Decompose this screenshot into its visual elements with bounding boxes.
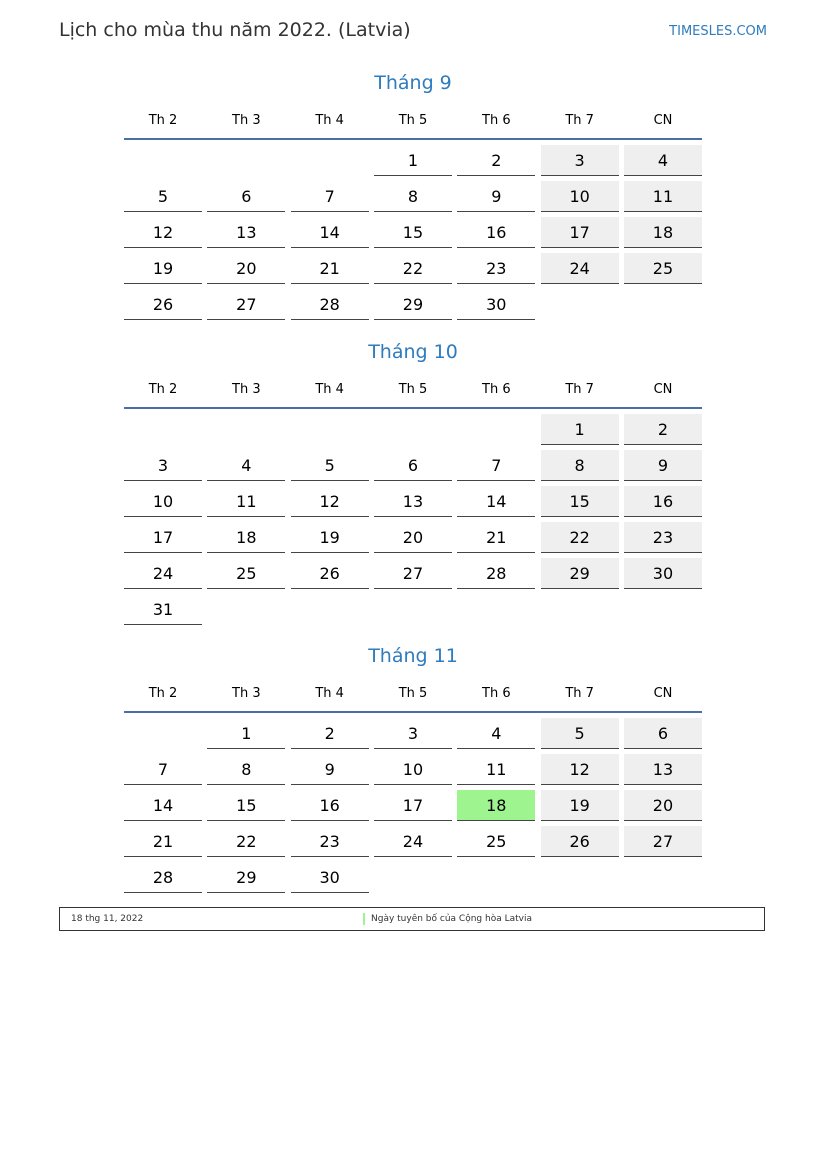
day-cell[interactable]: 8 xyxy=(541,450,619,481)
weekday-label: Th 7 xyxy=(565,112,594,128)
weekday-label: Th 3 xyxy=(232,685,261,701)
day-cell[interactable]: 29 xyxy=(374,289,452,320)
weekday-label: Th 2 xyxy=(148,381,178,397)
day-cell[interactable]: 15 xyxy=(207,790,285,821)
day-cell[interactable]: 26 xyxy=(124,289,202,320)
day-cell[interactable]: 13 xyxy=(624,754,702,785)
day-cell[interactable]: 19 xyxy=(291,522,369,553)
site-link[interactable]: TIMESLES.COM xyxy=(669,24,767,39)
day-cell[interactable]: 22 xyxy=(374,253,452,284)
month-november xyxy=(124,643,702,893)
day-cell[interactable]: 10 xyxy=(124,486,202,517)
header-divider xyxy=(124,407,702,409)
legend-color-marker xyxy=(363,913,365,925)
month-title: Tháng 11 xyxy=(368,645,458,667)
day-cell[interactable]: 14 xyxy=(457,486,535,517)
weekday-label: Th 3 xyxy=(232,112,261,128)
day-cell[interactable]: 2 xyxy=(457,145,535,176)
weekday-label: CN xyxy=(653,381,673,397)
day-cell[interactable]: 29 xyxy=(541,558,619,589)
day-cell[interactable]: 18 xyxy=(207,522,285,553)
holiday-legend xyxy=(59,907,765,931)
day-cell[interactable]: 1 xyxy=(374,145,452,176)
day-cell[interactable]: 24 xyxy=(124,558,202,589)
day-cell[interactable]: 15 xyxy=(541,486,619,517)
day-cell[interactable]: 3 xyxy=(541,145,619,176)
weekday-label: Th 5 xyxy=(398,685,428,701)
weekday-label: Th 6 xyxy=(482,381,511,397)
day-cell[interactable]: 4 xyxy=(624,145,702,176)
day-cell[interactable]: 25 xyxy=(457,826,535,857)
day-cell[interactable]: 12 xyxy=(541,754,619,785)
empty-cell xyxy=(457,414,535,445)
day-cell[interactable]: 30 xyxy=(291,862,369,893)
weekday-label: CN xyxy=(653,685,673,701)
day-cell[interactable]: 29 xyxy=(207,862,285,893)
month-title: Tháng 10 xyxy=(368,341,458,363)
day-cell[interactable]: 28 xyxy=(291,289,369,320)
day-cell[interactable]: 8 xyxy=(374,181,452,212)
day-cell[interactable]: 5 xyxy=(541,718,619,749)
weekday-label: Th 3 xyxy=(232,381,261,397)
day-cell[interactable]: 30 xyxy=(624,558,702,589)
empty-cell xyxy=(291,145,369,176)
empty-cell xyxy=(291,414,369,445)
day-cell[interactable]: 17 xyxy=(541,217,619,248)
day-cell[interactable]: 12 xyxy=(291,486,369,517)
empty-cell xyxy=(124,718,202,749)
day-cell[interactable]: 14 xyxy=(291,217,369,248)
day-cell[interactable]: 6 xyxy=(207,181,285,212)
day-cell[interactable]: 7 xyxy=(457,450,535,481)
day-cell[interactable]: 23 xyxy=(457,253,535,284)
day-cell[interactable]: 12 xyxy=(124,217,202,248)
day-cell[interactable]: 26 xyxy=(541,826,619,857)
day-cell[interactable]: 23 xyxy=(291,826,369,857)
day-cell[interactable]: 10 xyxy=(541,181,619,212)
day-cell[interactable]: 16 xyxy=(291,790,369,821)
day-cell[interactable]: 2 xyxy=(291,718,369,749)
day-cell[interactable]: 3 xyxy=(124,450,202,481)
day-cell[interactable]: 14 xyxy=(124,790,202,821)
weekday-label: Th 4 xyxy=(315,381,344,397)
month-october xyxy=(124,339,702,625)
day-cell[interactable]: 22 xyxy=(207,826,285,857)
holiday-cell[interactable]: 18 xyxy=(457,790,535,821)
day-cell[interactable]: 15 xyxy=(374,217,452,248)
day-cell[interactable]: 23 xyxy=(624,522,702,553)
day-cell[interactable]: 24 xyxy=(374,826,452,857)
day-grid xyxy=(124,718,702,893)
empty-cell xyxy=(124,414,202,445)
day-cell[interactable]: 4 xyxy=(457,718,535,749)
day-cell[interactable]: 11 xyxy=(624,181,702,212)
day-cell[interactable]: 16 xyxy=(624,486,702,517)
page-title: Lịch cho mùa thu năm 2022. (Latvia) xyxy=(59,19,411,41)
legend-holiday-name: Ngày tuyên bố của Cộng hòa Latvia xyxy=(371,914,532,924)
day-cell[interactable]: 21 xyxy=(124,826,202,857)
day-cell[interactable]: 11 xyxy=(457,754,535,785)
day-cell[interactable]: 25 xyxy=(624,253,702,284)
day-cell[interactable]: 8 xyxy=(207,754,285,785)
day-cell[interactable]: 31 xyxy=(124,594,202,625)
day-cell[interactable]: 19 xyxy=(541,790,619,821)
day-cell[interactable]: 21 xyxy=(457,522,535,553)
day-cell[interactable]: 5 xyxy=(124,181,202,212)
day-cell[interactable]: 20 xyxy=(374,522,452,553)
empty-cell xyxy=(124,145,202,176)
day-cell[interactable]: 25 xyxy=(207,558,285,589)
day-cell[interactable]: 9 xyxy=(457,181,535,212)
day-cell[interactable]: 27 xyxy=(374,558,452,589)
weekday-label: Th 2 xyxy=(148,685,178,701)
day-cell[interactable]: 13 xyxy=(374,486,452,517)
weekday-header xyxy=(124,677,702,709)
day-cell[interactable]: 28 xyxy=(457,558,535,589)
day-cell[interactable]: 24 xyxy=(541,253,619,284)
month-title: Tháng 9 xyxy=(374,72,452,94)
day-cell[interactable]: 28 xyxy=(124,862,202,893)
day-cell[interactable]: 11 xyxy=(207,486,285,517)
day-cell[interactable]: 20 xyxy=(207,253,285,284)
weekday-label: Th 6 xyxy=(482,685,511,701)
day-cell[interactable]: 30 xyxy=(457,289,535,320)
day-cell[interactable]: 9 xyxy=(624,450,702,481)
day-cell[interactable]: 22 xyxy=(541,522,619,553)
header-divider xyxy=(124,711,702,713)
weekday-label: Th 4 xyxy=(315,112,344,128)
day-cell[interactable]: 27 xyxy=(624,826,702,857)
weekday-label: CN xyxy=(653,112,673,128)
weekday-header xyxy=(124,373,702,405)
day-cell[interactable]: 3 xyxy=(374,718,452,749)
day-cell[interactable]: 1 xyxy=(541,414,619,445)
weekday-label: Th 5 xyxy=(398,112,428,128)
day-cell[interactable]: 10 xyxy=(374,754,452,785)
day-cell[interactable]: 26 xyxy=(291,558,369,589)
month-september xyxy=(124,70,702,320)
day-cell[interactable]: 7 xyxy=(291,181,369,212)
day-cell[interactable]: 27 xyxy=(207,289,285,320)
day-grid xyxy=(124,414,702,625)
day-cell[interactable]: 20 xyxy=(624,790,702,821)
weekday-label: Th 6 xyxy=(482,112,511,128)
day-cell[interactable]: 19 xyxy=(124,253,202,284)
weekday-label: Th 4 xyxy=(315,685,344,701)
empty-cell xyxy=(207,414,285,445)
empty-cell xyxy=(207,145,285,176)
weekday-label: Th 7 xyxy=(565,685,594,701)
weekday-label: Th 2 xyxy=(148,112,178,128)
empty-cell xyxy=(374,414,452,445)
legend-date: 18 thg 11, 2022 xyxy=(71,914,144,924)
day-cell[interactable]: 21 xyxy=(291,253,369,284)
day-cell[interactable]: 16 xyxy=(457,217,535,248)
day-cell[interactable]: 9 xyxy=(291,754,369,785)
weekday-header xyxy=(124,104,702,136)
day-cell[interactable]: 6 xyxy=(624,718,702,749)
day-cell[interactable]: 4 xyxy=(207,450,285,481)
day-cell[interactable]: 17 xyxy=(374,790,452,821)
day-cell[interactable]: 5 xyxy=(291,450,369,481)
day-cell[interactable]: 18 xyxy=(624,217,702,248)
day-cell[interactable]: 7 xyxy=(124,754,202,785)
day-cell[interactable]: 13 xyxy=(207,217,285,248)
weekday-label: Th 5 xyxy=(398,381,428,397)
weekday-label: Th 7 xyxy=(565,381,594,397)
day-cell[interactable]: 2 xyxy=(624,414,702,445)
header-divider xyxy=(124,138,702,140)
day-cell[interactable]: 6 xyxy=(374,450,452,481)
day-grid xyxy=(124,145,702,320)
day-cell[interactable]: 1 xyxy=(207,718,285,749)
day-cell[interactable]: 17 xyxy=(124,522,202,553)
